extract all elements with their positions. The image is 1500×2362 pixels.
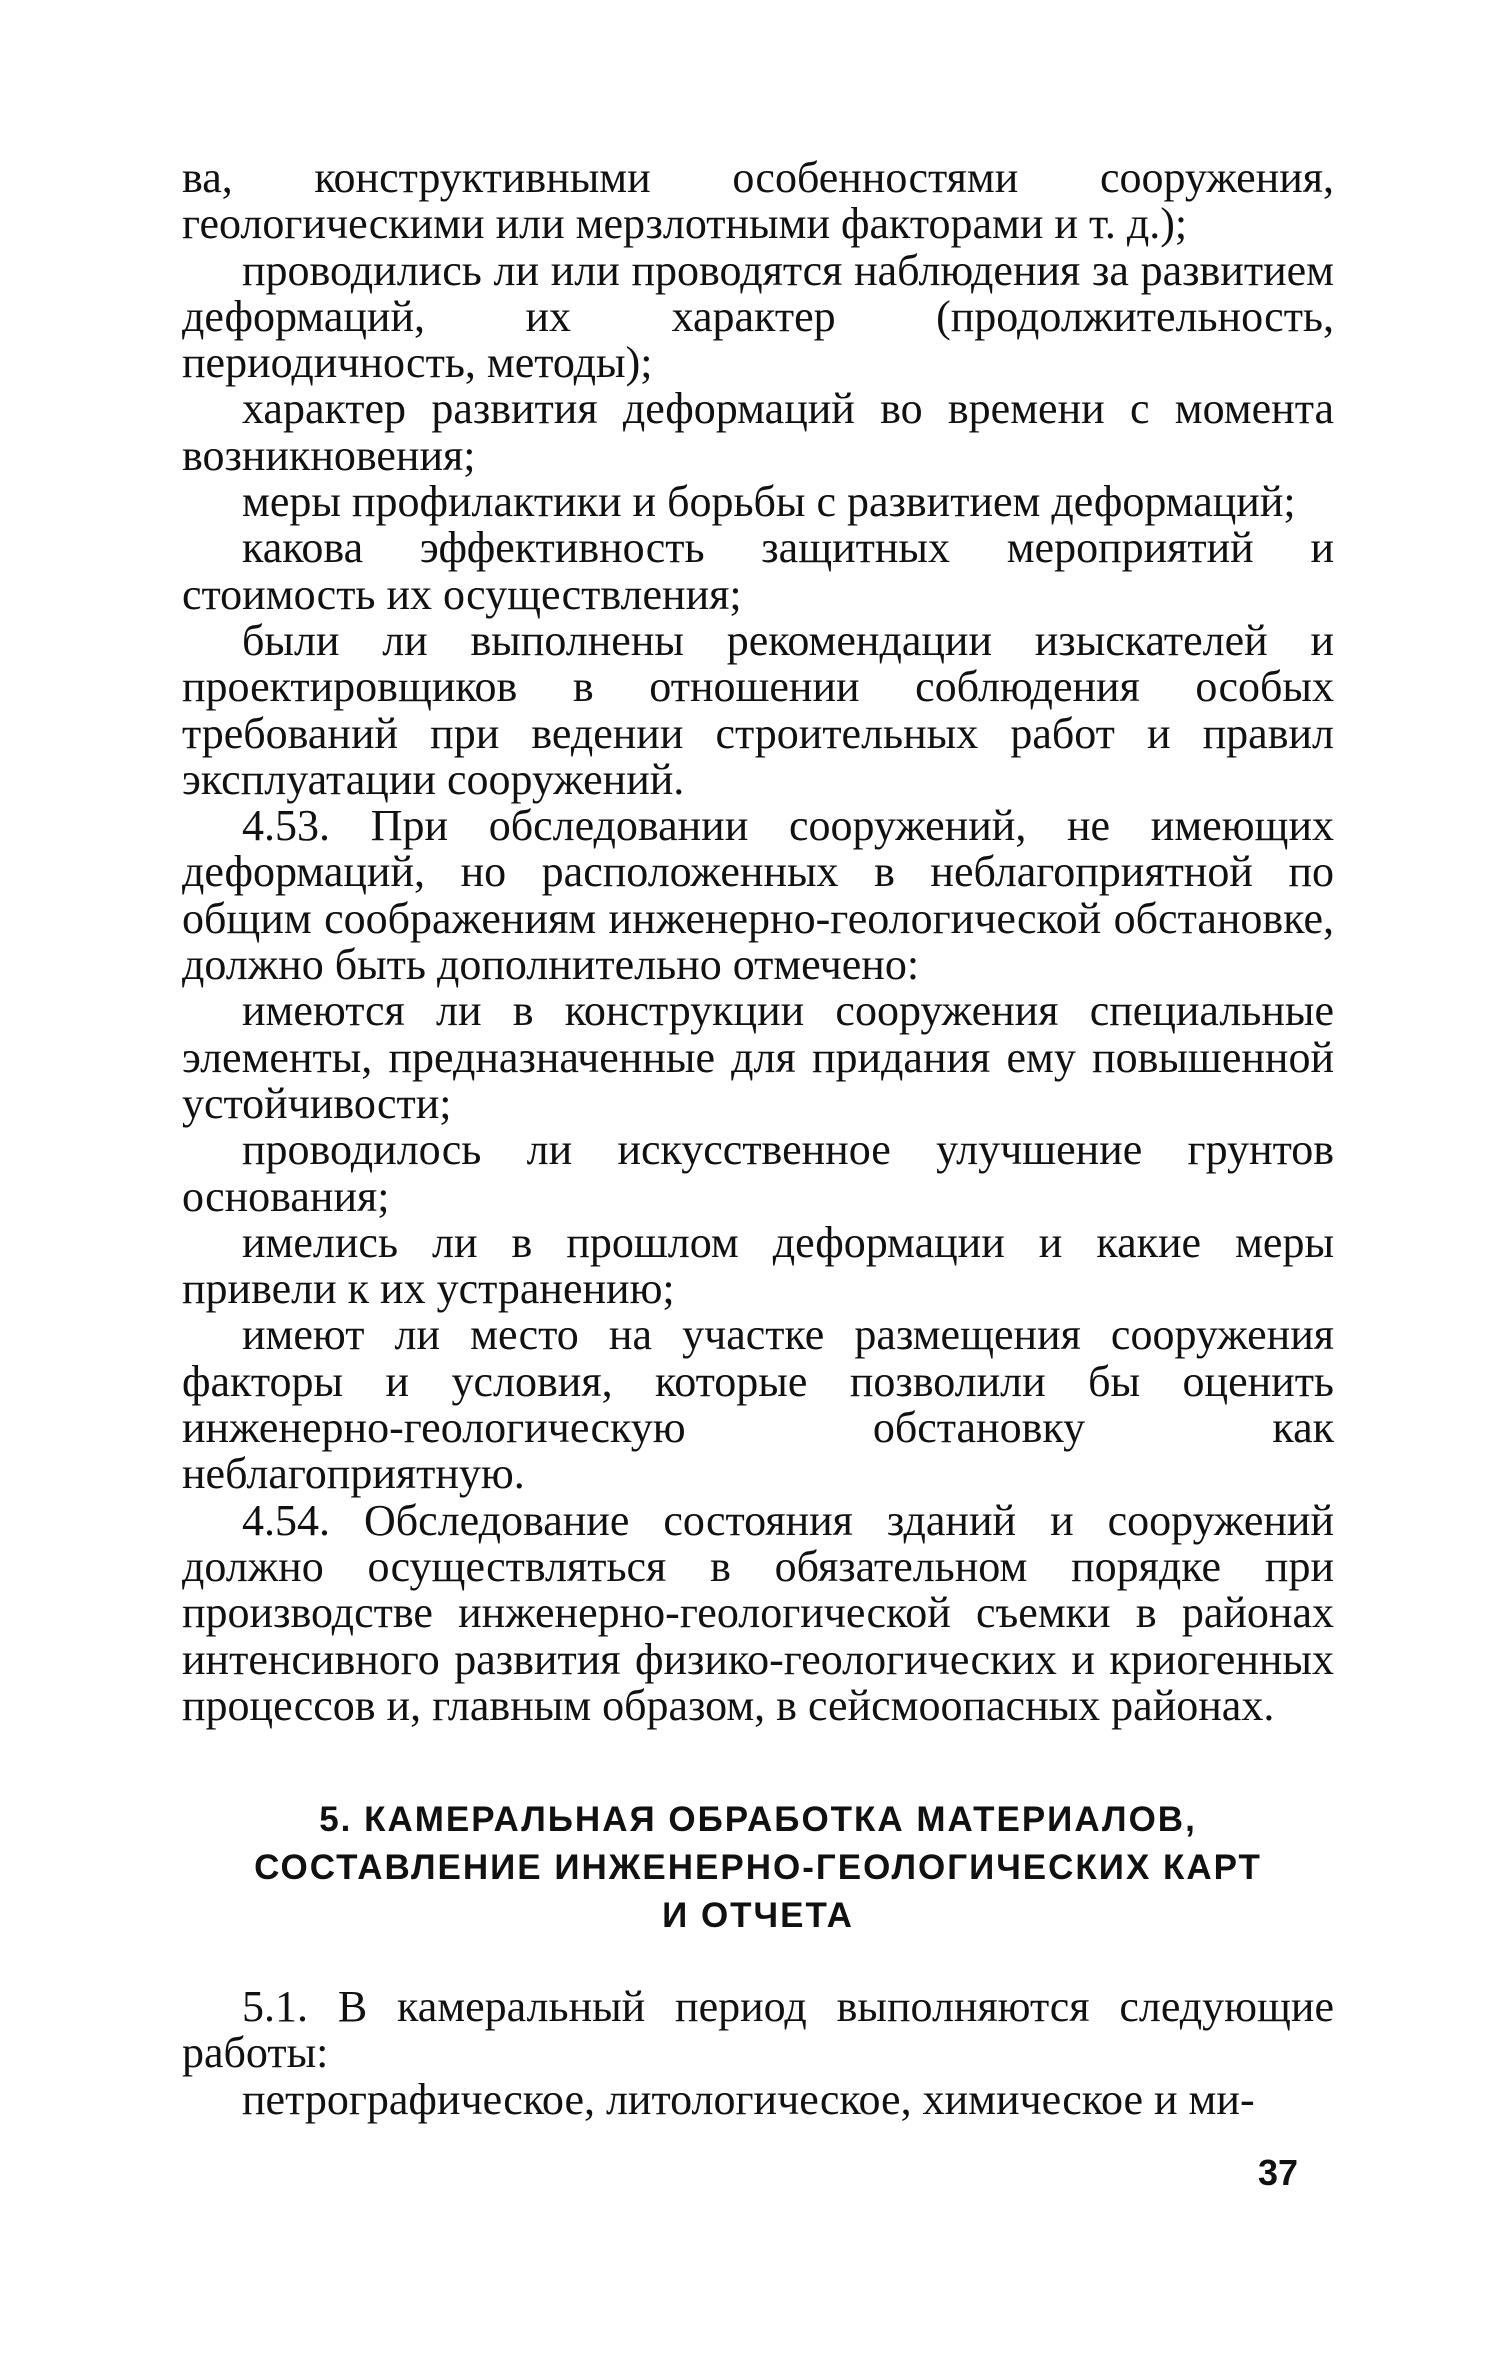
section-heading-line-2: СОСТАВЛЕНИЕ ИНЖЕНЕРНО-ГЕОЛОГИЧЕСКИХ КАРТ [254,1848,1262,1888]
paragraph: имелись ли в прошлом деформации и какие меры привели к их устранению; [182,1217,1334,1314]
paragraph: проводились ли или проводятся наблюдения за развитием деформаций, их характер (продолжительность, периодичность, методы); [182,245,1334,388]
section-heading-line-3: И ОТЧЕТА [662,1896,854,1936]
page-number: 37 [1258,2152,1299,2193]
paragraph: имеют ли место на участке размещения сооружения факторы и условия, которые позволили бы оценить инженерно-геологическую обстановку как неблагоприятную. [182,1310,1334,1499]
section-heading [182,1796,1334,1940]
paragraph: меры профилактики и борьбы с развитием деформаций; [242,477,1296,527]
section-heading-line-1: 5. КАМЕРАЛЬНАЯ ОБРАБОТКА МАТЕРИАЛОВ, [319,1800,1197,1840]
paragraph: были ли выполнены рекомендации изыскателей и проектировщиков в отношении соблюдения особых требований при ведении строительных работ и правил эксплуатации сооружений. [182,615,1334,804]
paragraph: характер развития деформаций во времени с момента возникновения; [182,384,1334,480]
paragraph: 4.53. При обследовании сооружений, не имеющих деформаций, но расположенных в неблагоприятной по общим соображениям инженерно-геологической обстановке, должно быть дополнительно отмечено: [182,801,1334,990]
paragraph: какова эффективность защитных мероприятий и стоимость их осуществления; [182,523,1334,619]
paragraph: петрографическое, литологическое, химическое и ми- [242,2074,1255,2124]
paragraph: проводилось ли искусственное улучшение грунтов основания; [182,1125,1334,1221]
page-body [182,155,1334,2123]
paragraph: имеются ли в конструкции сооружения специальные элементы, предназначенные для придания ему повышенной устойчивости; [182,986,1334,1128]
paragraph: 4.54. Обследование состояния зданий и сооружений должно осуществляться в обязательном порядке при производстве инженерно-геологической съемки в районах интенсивного развития физико-геологических и криогенных процессов и, главным образом, в сейсмоопасных районах. [182,1495,1334,1730]
text-block-bottom [182,1984,1334,2123]
paragraph: 5.1. В камеральный период выполняются следующие работы: [182,1982,1334,2078]
text-block-top [182,155,1334,1729]
paragraph: ва, конструктивными особенностями сооружения, геологическими или мерзлотными факторами и т. д.); [182,153,1334,249]
